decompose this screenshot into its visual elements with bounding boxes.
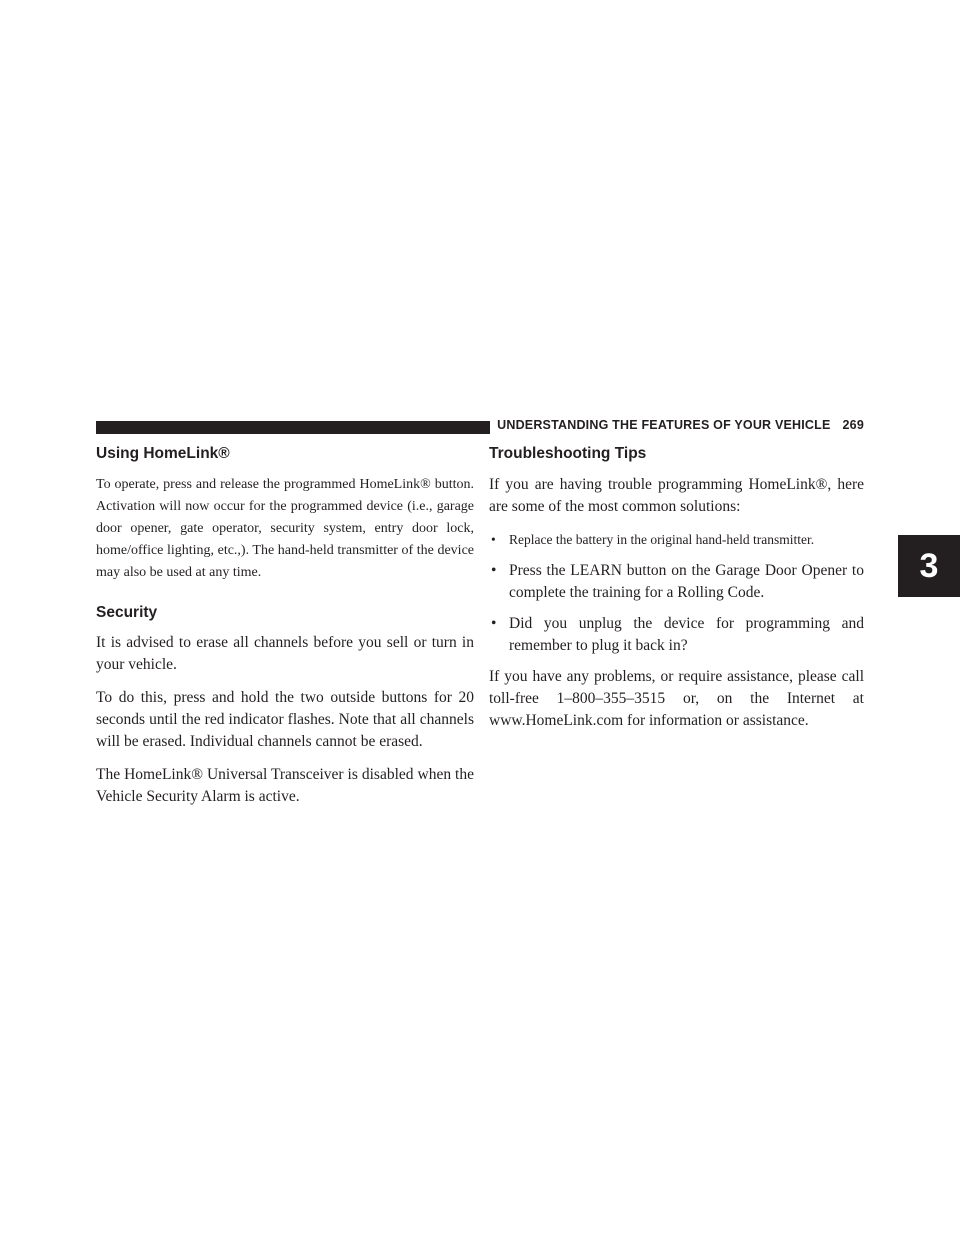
troubleshooting-tips-list — [489, 529, 864, 657]
list-item — [489, 529, 864, 551]
security-paragraph-2: To do this, press and hold the two outside buttons for 20 seconds until the red indicator flashes. Note that all channels will be erased. Individual channels cannot be erased. — [96, 689, 474, 751]
bullet-icon: • — [491, 561, 497, 579]
chapter-tab: 3 — [898, 535, 960, 597]
list-item — [489, 613, 864, 657]
page-number: 269 — [842, 418, 864, 432]
tip-text: Press the LEARN button on the Garage Door Opener to complete the training for a Rolling Code. — [509, 561, 864, 601]
security-heading: Security — [96, 603, 158, 621]
left-column — [96, 445, 474, 819]
troubleshooting-heading: Troubleshooting Tips — [489, 445, 647, 462]
right-column — [489, 445, 864, 743]
bullet-icon: • — [491, 614, 497, 632]
assistance-paragraph: If you have any problems, or require assistance, please call toll-free 1–800–355–3515 or, on the Internet at www.HomeLink.com for information or assistance. — [489, 667, 864, 729]
security-paragraph-3: The HomeLink® Universal Transceiver is disabled when the Vehicle Security Alarm is active. — [96, 766, 474, 806]
tip-text: Replace the battery in the original hand-held transmitter. — [509, 531, 815, 547]
tip-text: Did you unplug the device for programming and remember to plug it back in? — [509, 614, 864, 654]
using-homelink-paragraph: To operate, press and release the programmed HomeLink® button. Activation will now occur for the programmed device (i.e., garage door opener, gate operator, security system, entry door lock, home/office lighting, etc.,). The hand-held transmitter of the device may also be used at any time. — [96, 476, 474, 580]
using-homelink-heading: Using HomeLink® — [96, 445, 230, 462]
list-item — [489, 560, 864, 604]
running-header — [497, 418, 864, 432]
security-paragraph-1: It is advised to erase all channels before you sell or turn in your vehicle. — [96, 634, 474, 674]
troubleshooting-intro: If you are having trouble programming HomeLink®, here are some of the most common solutions: — [489, 475, 864, 515]
bullet-icon: • — [491, 531, 496, 547]
running-header-title: UNDERSTANDING THE FEATURES OF YOUR VEHICLE — [497, 418, 831, 432]
header-rule-bar — [96, 421, 490, 434]
